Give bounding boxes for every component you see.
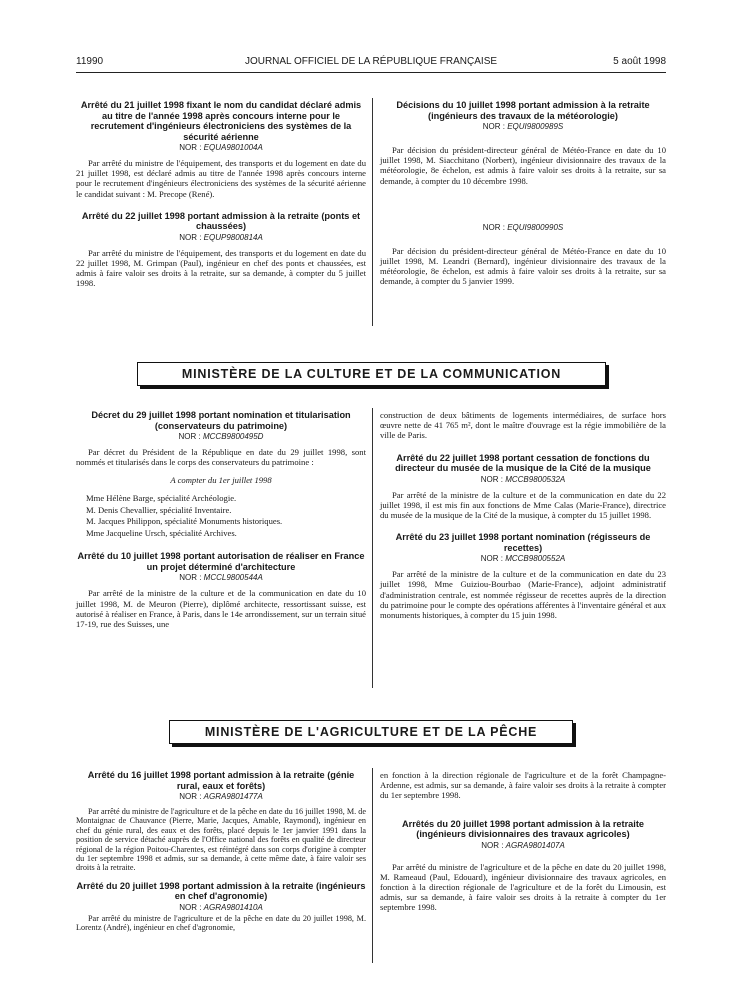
article-title: Arrêté du 22 juillet 1998 portant admission à la retraite (ponts et chaussées) <box>81 210 361 232</box>
equipement-left-column <box>76 100 366 289</box>
article-body: Par arrêté du ministre de l'agriculture et de la pêche en date du 20 juillet 1998, M. Rameaud (Paul, Edouard), ingénieur divisionnaire des travaux agricoles, en fonction à la direction régionale de l'agriculture et de la forêt du Limousin, est admis, sur sa demande, à faire valoir ses droits à la retraite à compter du 1er septembre 1998. <box>380 861 666 913</box>
article-body: Par arrêté du ministre de l'équipement, des transports et du logement en date du 22 juillet 1998, M. Grimpan (Paul), ingénieur en chef des ponts et chaussées, est admis à faire valoir ses droits à la retraite, sur sa demande, à compter du 5 juillet 1998. <box>76 247 366 289</box>
article-body: Par arrêté de la ministre de la culture et de la communication en date du 10 juillet 1998, M. de Meuron (Pierre), diplômé architecte, ressortissant suisse, est autorisé à réaliser en France, à Paris, dans le 14e arrondissement, sur un terrain situé 17-19, rue des Suisses, une <box>76 588 366 630</box>
nominee: Mme Hélène Barge, spécialité Archéologie. <box>86 493 237 504</box>
article-title: Arrêté du 16 juillet 1998 portant admission à la retraite (génie rural, eaux et forêts) <box>87 770 355 791</box>
article-body: Par arrêté du ministre de l'agriculture et de la pêche en date du 20 juillet 1998, M. Lorentz (André), ingénieur en chef d'agronomie, <box>76 913 366 933</box>
nominee: M. Jacques Philippon, spécialité Monuments historiques. <box>86 516 283 527</box>
nor-reference: NOR : MCCL9800544A <box>179 573 263 583</box>
article-title: Arrêtés du 20 juillet 1998 portant admission à la retraite (ingénieurs divisionnaires des travaux agricoles) <box>401 818 645 840</box>
nor-reference: NOR : EQUI9800989S <box>482 122 564 131</box>
article-body-continued: en fonction à la direction régionale de l'agriculture et de la forêt Champagne-Ardenne, est admis, sur sa demande, à faire valoir ses droits à la retraite à compter du 1er septembre 1998. <box>380 770 666 801</box>
article-title: Arrêté du 20 juillet 1998 portant admission à la retraite (ingénieurs en chef d'agronomie) <box>76 880 366 902</box>
nor-reference: NOR : AGRA9801407A <box>481 840 565 850</box>
article-body: Par décision du président-directeur général de Météo-France en date du 10 juillet 1998, M. Siacchitano (Norbert), ingénieur divisionnaire des travaux de la météorologie, 8e échelon, est admis à faire valoir ses droits à la retraite, sur sa demande, à compter du 10 décembre 1998. <box>380 145 666 186</box>
column-divider <box>372 768 373 963</box>
nor-reference: NOR : AGRA9801477A <box>179 792 263 801</box>
article-body: Par arrêté du ministre de l'agriculture et de la pêche en date du 16 juillet 1998, M. de Montaignac de Chauvance (Pierre, Marie, Jacques, Amable, Raymond), ingénieur en chef du génie rural, des eaux et des forêts, placé depuis le 1er janvier 1991 dans la position de service détaché auprès de l'Office national des forêts en qualité de directeur régional de la région Poitou-Charentes, est réintégré dans son corps d'origine à compter du 1er septembre 1998 et admis, sur sa demande, à cette même date, à faire valoir ses droits à la retraite. <box>76 807 366 873</box>
nor-reference: NOR : EQUI9800990S <box>482 222 564 232</box>
issue-date: 5 août 1998 <box>613 56 666 67</box>
nor-reference: NOR : MCCB9800532A <box>480 474 566 484</box>
article-body: Par décision du président-directeur général de Météo-France en date du 10 juillet 1998, M. Leandri (Bernard), ingénieur divisionnaire des travaux de la météorologie, 8e échelon, est admis à faire valoir ses droits à la retraite, sur sa demande, à compter du 5 janvier 1999. <box>380 245 666 287</box>
agriculture-left-column <box>76 770 366 933</box>
nor-reference: NOR : MCCB9800552A <box>480 554 566 564</box>
journal-title: JOURNAL OFFICIEL DE LA RÉPUBLIQUE FRANÇAISE <box>244 56 498 67</box>
nominee: Mme Jacqueline Ursch, spécialité Archives. <box>86 527 237 538</box>
culture-right-column <box>380 410 666 620</box>
article-title: Arrêté du 22 juillet 1998 portant cessation de fonctions du directeur du musée de la musique de la Cité de la musique <box>395 452 651 474</box>
article-title: Décisions du 10 juillet 1998 portant admission à la retraite (ingénieurs des travaux de la météorologie) <box>396 100 650 121</box>
agriculture-right-column <box>380 770 666 913</box>
equipement-right-column <box>380 100 666 287</box>
page-header <box>76 54 666 73</box>
article-body-continued: construction de deux bâtiments de logements intermédiaires, de surface hors œuvre nette de 41 765 m², dont le maître d'ouvrage est la régie immobilière de la ville de Paris. <box>380 410 666 441</box>
ministry-banner-culture: MINISTÈRE DE LA CULTURE ET DE LA COMMUNICATION <box>137 362 606 386</box>
culture-left-column <box>76 410 366 629</box>
column-divider <box>372 98 373 326</box>
column-divider <box>372 408 373 688</box>
nominee: M. Denis Chevallier, spécialité Inventaire. <box>86 504 232 515</box>
article-title: Arrêté du 21 juillet 1998 fixant le nom du candidat déclaré admis au titre de l'année 1998 après concours interne pour le recrutement d'ingénieurs électroniciens des systèmes de la sécurité aérienne <box>80 100 362 142</box>
ministry-banner-agriculture: MINISTÈRE DE L'AGRICULTURE ET DE LA PÊCHE <box>169 720 573 744</box>
effective-date: A compter du 1er juillet 1998 <box>170 475 272 486</box>
nor-reference: NOR : AGRA9801410A <box>179 902 263 912</box>
article-body: Par arrêté du ministre de l'équipement, des transports et du logement en date du 21 juillet 1998, est déclaré admis au titre de l'année 1998 après concours interne pour le recrutement d'ingénieurs électroniciens des systèmes de la sécurité aérienne le candidat suivant : M. Precope (René). <box>76 158 366 199</box>
article-title: Arrêté du 10 juillet 1998 portant autorisation de réaliser en France un projet déterminé d'architecture <box>77 551 365 572</box>
article-body: Par arrêté de la ministre de la culture et de la communication en date du 23 juillet 1998, Mme Guiziou-Bourbao (Marie-France), adjoint administratif d'administration centrale, est nommée régisseur de recettes auprès de la direction du patrimoine pour le compte des opérations afférentes à l'inventaire général et aux monuments historiques, à compter du 15 juin 1998. <box>380 569 666 621</box>
article-body: Par décret du Président de la République en date du 29 juillet 1998, sont nommés et titularisés dans le corps des conservateurs du patrimoine : <box>76 447 366 468</box>
page-number: 11990 <box>76 56 104 67</box>
nor-reference: NOR : EQUP9800814A <box>179 232 263 242</box>
nor-reference: NOR : MCCB9800495D <box>178 432 264 441</box>
nominee-list <box>76 493 366 539</box>
article-body: Par arrêté de la ministre de la culture et de la communication en date du 22 juillet 1998, il est mis fin aux fonctions de Mme Calas (Marie-France), directrice du musée de la musique de la Cité de la musique, à compter du 15 juillet 1998. <box>380 489 666 521</box>
article-title: Arrêté du 23 juillet 1998 portant nomination (régisseurs de recettes) <box>395 532 651 553</box>
article-title: Décret du 29 juillet 1998 portant nomination et titularisation (conservateurs du patrimoine) <box>91 410 351 431</box>
nor-reference: NOR : EQUA9801004A <box>179 143 263 152</box>
